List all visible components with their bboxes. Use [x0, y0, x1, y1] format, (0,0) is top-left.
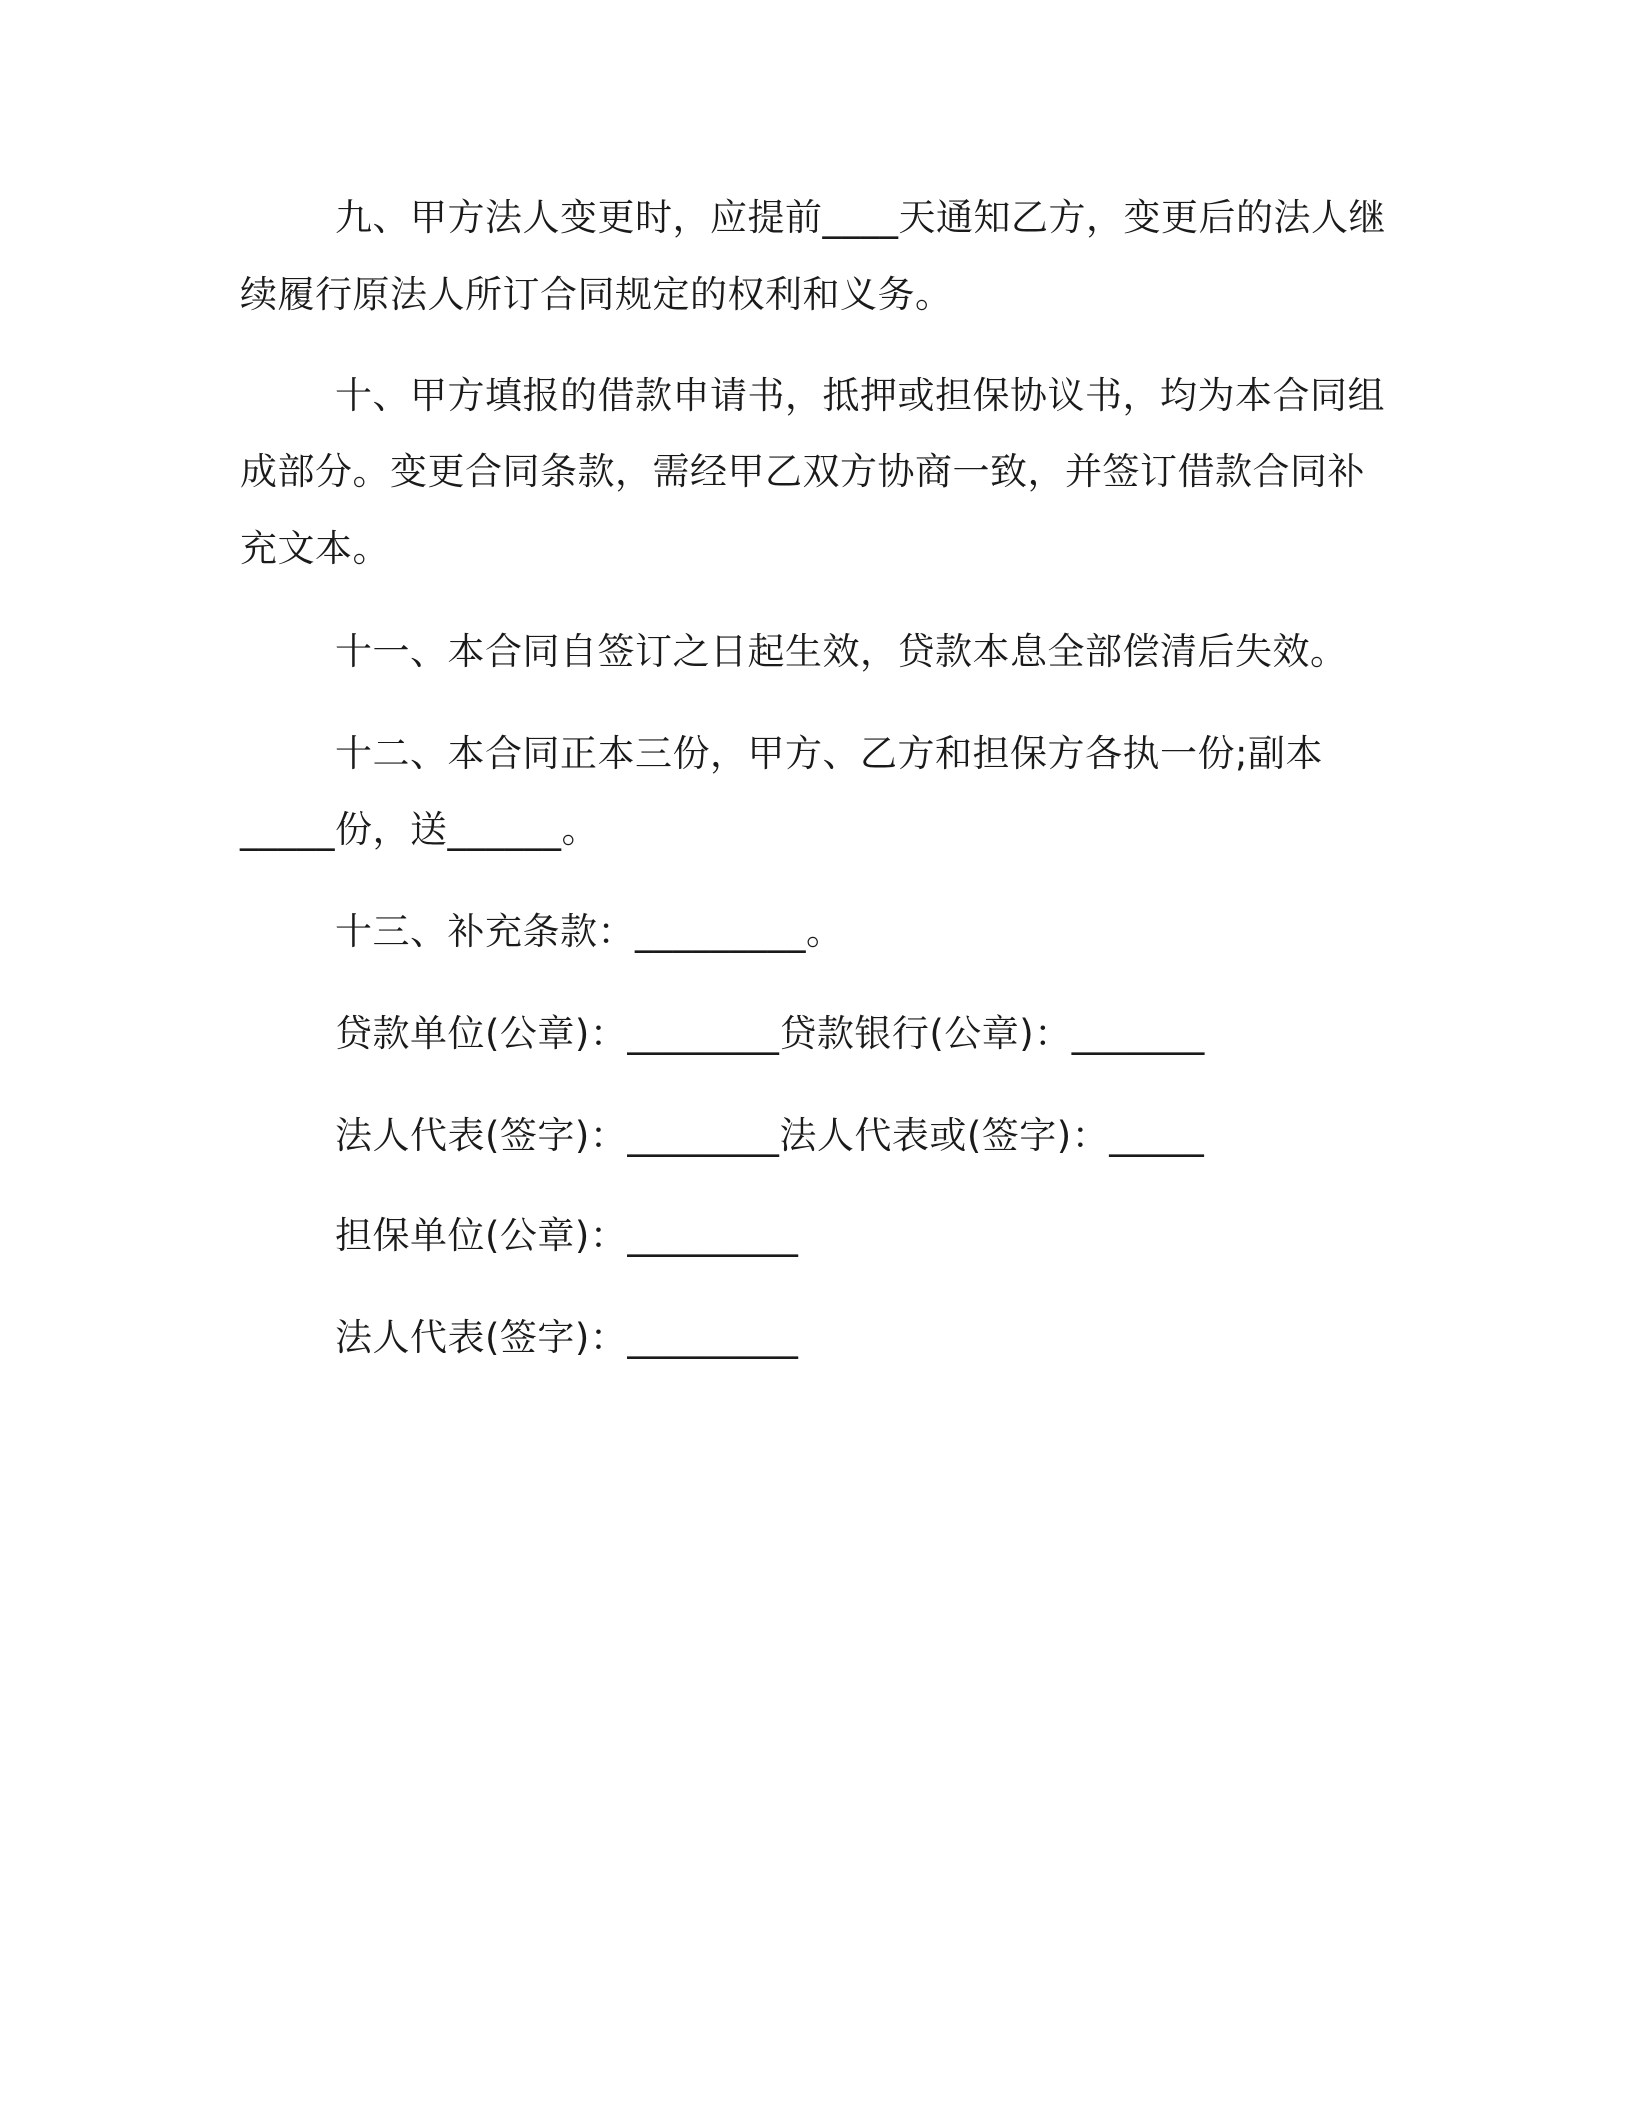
clause-12-line-2: _____份，送______。	[240, 808, 599, 851]
signature-row-guarantor-rep: 法人代表(签字)：_________	[335, 1316, 799, 1359]
signature-row-legal-rep: 法人代表(签字)：________法人代表或(签字)：_____	[335, 1114, 1205, 1157]
clause-10-line-2: 成部分。变更合同条款，需经甲乙双方协商一致，并签订借款合同补	[240, 450, 1365, 493]
clause-11-line-1: 十一、本合同自签订之日起生效，贷款本息全部偿清后失效。	[335, 630, 1348, 673]
signature-row-loan-unit: 贷款单位(公章)：________贷款银行(公章)：_______	[335, 1012, 1205, 1055]
clause-9-line-1: 九、甲方法人变更时，应提前____天通知乙方，变更后的法人继	[335, 196, 1386, 239]
clause-10-line-3: 充文本。	[240, 527, 390, 570]
clause-10-line-1: 十、甲方填报的借款申请书，抵押或担保协议书，均为本合同组	[335, 374, 1385, 417]
clause-9-line-2: 续履行原法人所订合同规定的权利和义务。	[240, 273, 953, 316]
signature-row-guarantor: 担保单位(公章)：_________	[335, 1214, 799, 1257]
clause-12-line-1: 十二、本合同正本三份，甲方、乙方和担保方各执一份;副本	[335, 732, 1323, 775]
clause-13-line-1: 十三、补充条款：_________。	[335, 910, 844, 953]
